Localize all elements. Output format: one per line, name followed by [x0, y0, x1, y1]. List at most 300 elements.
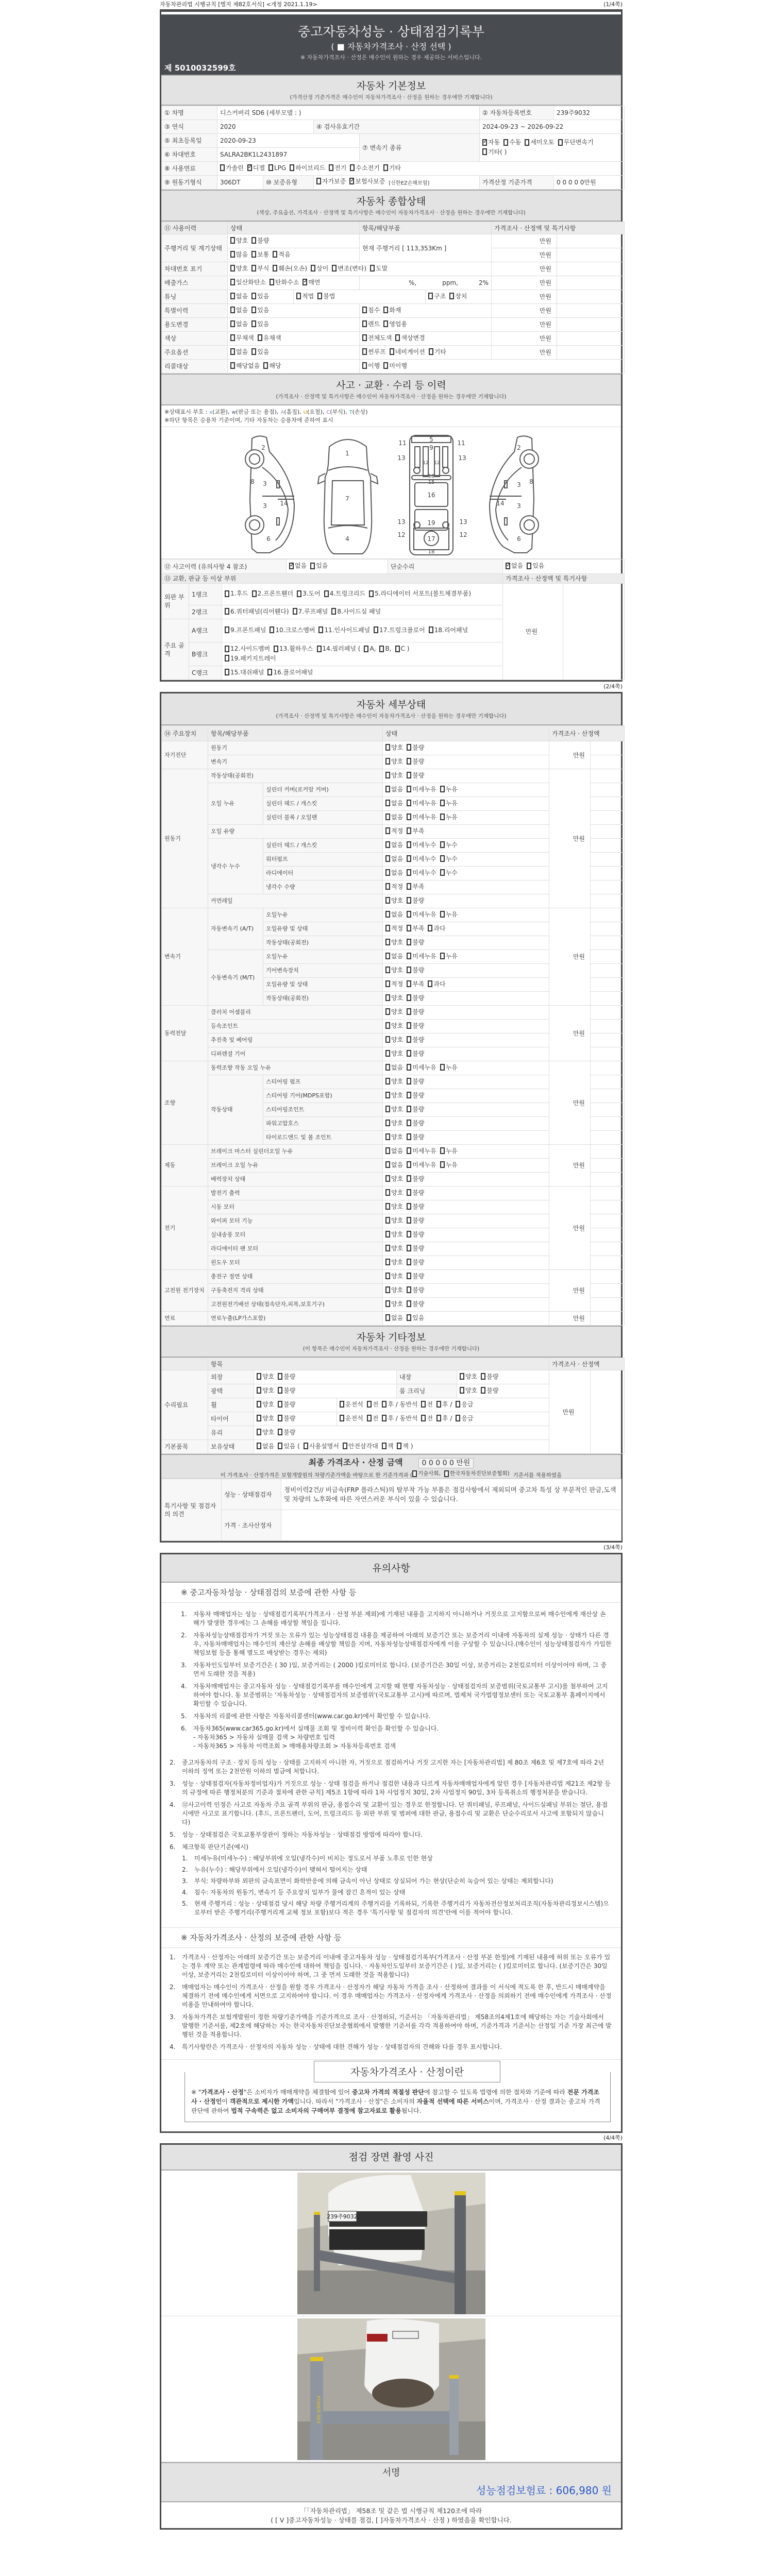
- checkbox-icon[interactable]: [382, 1415, 386, 1421]
- checkbox-option[interactable]: [460, 1386, 477, 1395]
- checkbox-option[interactable]: [251, 236, 269, 245]
- checkbox-option[interactable]: [257, 1442, 274, 1450]
- checkbox-icon[interactable]: [258, 334, 262, 341]
- checkbox-option[interactable]: [429, 626, 468, 634]
- checkbox-icon[interactable]: [385, 744, 390, 751]
- checkbox-icon[interactable]: [385, 758, 390, 765]
- checkbox-icon[interactable]: [385, 772, 390, 778]
- checkbox-icon[interactable]: [440, 855, 445, 862]
- checkbox-option[interactable]: [385, 1022, 403, 1030]
- checkbox-icon[interactable]: [382, 1401, 386, 1408]
- checkbox-icon[interactable]: [385, 786, 390, 792]
- checkbox-icon[interactable]: [278, 1415, 282, 1421]
- checkbox-icon[interactable]: [369, 590, 374, 597]
- checkbox-option[interactable]: [273, 264, 307, 273]
- checkbox-icon[interactable]: [296, 293, 301, 299]
- checkbox-option[interactable]: [407, 1300, 424, 1308]
- checkbox-option[interactable]: [385, 799, 403, 807]
- checkbox-icon[interactable]: [440, 841, 445, 848]
- checkbox-option[interactable]: [379, 645, 391, 653]
- checkbox-option[interactable]: [407, 910, 436, 919]
- checkbox-icon[interactable]: [251, 265, 256, 272]
- checkbox-icon[interactable]: [456, 1401, 460, 1408]
- checkbox-option[interactable]: [527, 562, 544, 570]
- checkbox-icon[interactable]: [252, 590, 257, 597]
- checkbox-option[interactable]: [278, 1414, 295, 1422]
- checkbox-icon[interactable]: [230, 362, 235, 369]
- checkbox-icon[interactable]: [340, 1401, 344, 1408]
- checkbox-option[interactable]: [407, 841, 436, 849]
- checkbox-icon[interactable]: [230, 348, 235, 355]
- checked-box-icon[interactable]: [303, 279, 307, 285]
- checkbox-icon[interactable]: [290, 164, 294, 171]
- checkbox-option[interactable]: [385, 1105, 403, 1113]
- checkbox-icon[interactable]: [395, 334, 400, 341]
- checkbox-icon[interactable]: [407, 1273, 411, 1279]
- checkbox-option[interactable]: [230, 348, 248, 356]
- checkbox-icon[interactable]: [324, 590, 329, 597]
- checkbox-option[interactable]: [482, 148, 507, 156]
- checkbox-icon[interactable]: [385, 1036, 390, 1043]
- checkbox-icon[interactable]: [310, 563, 315, 569]
- checkbox-option[interactable]: [225, 645, 270, 653]
- checkbox-icon[interactable]: [268, 164, 273, 171]
- checkbox-icon[interactable]: [385, 1175, 390, 1182]
- checkbox-icon[interactable]: [407, 1064, 411, 1071]
- checkbox-option[interactable]: [225, 654, 276, 663]
- checkbox-option[interactable]: [407, 1216, 424, 1225]
- checkbox-icon[interactable]: [385, 897, 390, 904]
- checkbox-option[interactable]: [385, 994, 403, 1002]
- checkbox-icon[interactable]: [390, 348, 394, 355]
- checkbox-option[interactable]: [456, 1414, 473, 1422]
- checked-box-icon[interactable]: [482, 139, 487, 146]
- checkbox-option[interactable]: [407, 1049, 424, 1058]
- checkbox-option[interactable]: [257, 1386, 274, 1395]
- checkbox-option[interactable]: [428, 292, 446, 300]
- checkbox-option[interactable]: [436, 1400, 452, 1409]
- checkbox-icon[interactable]: [385, 1106, 390, 1112]
- checkbox-icon[interactable]: [440, 911, 445, 918]
- checkbox-icon[interactable]: [385, 883, 390, 890]
- checkbox-icon[interactable]: [436, 1401, 441, 1408]
- checkbox-icon[interactable]: [407, 1175, 411, 1182]
- checkbox-icon[interactable]: [362, 320, 367, 327]
- checkbox-option[interactable]: [230, 306, 248, 314]
- checkbox-option[interactable]: [407, 1036, 424, 1044]
- checkbox-option[interactable]: [385, 1202, 403, 1211]
- checkbox-option[interactable]: [257, 1372, 274, 1381]
- checkbox-option[interactable]: [225, 626, 266, 634]
- checkbox-option[interactable]: [407, 1008, 424, 1016]
- checkbox-option[interactable]: [407, 1272, 424, 1280]
- checkbox-icon[interactable]: [407, 994, 411, 1001]
- checkbox-option[interactable]: [503, 138, 521, 146]
- checkbox-icon[interactable]: [407, 744, 411, 751]
- checkbox-option[interactable]: [385, 1161, 403, 1169]
- checkbox-option[interactable]: [407, 1077, 424, 1086]
- checkbox-icon[interactable]: [407, 814, 411, 820]
- checkbox-option[interactable]: [350, 164, 379, 172]
- checkbox-option[interactable]: [311, 264, 328, 273]
- checkbox-option[interactable]: [482, 138, 500, 146]
- checkbox-icon[interactable]: [270, 626, 274, 633]
- checkbox-icon[interactable]: [304, 1443, 308, 1449]
- checkbox-option[interactable]: [385, 785, 403, 793]
- checkbox-option[interactable]: [407, 952, 436, 960]
- checkbox-icon[interactable]: [397, 1443, 401, 1449]
- checkbox-option[interactable]: [421, 1414, 433, 1422]
- checkbox-option[interactable]: [385, 1216, 403, 1225]
- checkbox-option[interactable]: [407, 896, 424, 905]
- checkbox-option[interactable]: [385, 896, 403, 905]
- checkbox-icon[interactable]: [407, 772, 411, 778]
- checkbox-option[interactable]: [506, 562, 523, 570]
- checkbox-icon[interactable]: [379, 646, 384, 652]
- checkbox-icon[interactable]: [407, 1245, 411, 1251]
- checkbox-icon[interactable]: [407, 786, 411, 792]
- checkbox-option[interactable]: [407, 1286, 424, 1294]
- checkbox-option[interactable]: [273, 250, 290, 259]
- checkbox-icon[interactable]: [385, 1008, 390, 1015]
- checkbox-icon[interactable]: [385, 967, 390, 973]
- checkbox-option[interactable]: [407, 883, 424, 891]
- checkbox-icon[interactable]: [385, 855, 390, 862]
- checkbox-icon[interactable]: [364, 646, 368, 652]
- checkbox-icon[interactable]: [251, 348, 256, 355]
- checkbox-option[interactable]: [362, 348, 386, 356]
- checkbox-icon[interactable]: [407, 800, 411, 806]
- checkbox-icon[interactable]: [503, 139, 508, 146]
- checkbox-icon[interactable]: [421, 1415, 426, 1421]
- checkbox-option[interactable]: [525, 138, 554, 146]
- checkbox-icon[interactable]: [220, 164, 225, 171]
- checkbox-option[interactable]: [449, 292, 467, 300]
- checkbox-icon[interactable]: [407, 1147, 411, 1154]
- checkbox-option[interactable]: [367, 1400, 379, 1409]
- checkbox-option[interactable]: [304, 1442, 339, 1450]
- checkbox-icon[interactable]: [407, 1078, 411, 1084]
- checkbox-icon[interactable]: [278, 1401, 282, 1408]
- checkbox-option[interactable]: [397, 1442, 413, 1450]
- checkbox-option[interactable]: [383, 306, 401, 314]
- checkbox-option[interactable]: [385, 1175, 403, 1183]
- checkbox-option[interactable]: [383, 362, 407, 370]
- checkbox-option[interactable]: [349, 177, 385, 185]
- checkbox-icon[interactable]: [263, 362, 268, 369]
- checkbox-option[interactable]: [270, 626, 315, 634]
- checkbox-icon[interactable]: [350, 164, 355, 171]
- checkbox-option[interactable]: [385, 1091, 403, 1099]
- checkbox-option[interactable]: [317, 292, 335, 300]
- checkbox-icon[interactable]: [407, 1300, 411, 1307]
- checkbox-icon[interactable]: [329, 164, 333, 171]
- checkbox-option[interactable]: [385, 841, 403, 849]
- checkbox-option[interactable]: [440, 813, 458, 821]
- checkbox-option[interactable]: [385, 827, 403, 835]
- checkbox-option[interactable]: [385, 924, 403, 933]
- checkbox-option[interactable]: [385, 980, 403, 988]
- checkbox-option[interactable]: [263, 362, 281, 370]
- checkbox-option[interactable]: [407, 771, 424, 779]
- checkbox-option[interactable]: [407, 799, 436, 807]
- checkbox-option[interactable]: [251, 264, 269, 273]
- checkbox-icon[interactable]: [230, 265, 235, 272]
- checkbox-option[interactable]: [407, 938, 424, 946]
- checkbox-option[interactable]: [385, 1133, 403, 1141]
- checkbox-option[interactable]: [340, 1414, 363, 1422]
- checkbox-option[interactable]: [407, 1175, 424, 1183]
- checkbox-option[interactable]: [370, 264, 388, 273]
- checkbox-icon[interactable]: [407, 967, 411, 973]
- checkbox-icon[interactable]: [440, 1161, 445, 1168]
- checkbox-option[interactable]: [251, 306, 269, 314]
- checkbox-icon[interactable]: [440, 800, 445, 806]
- checkbox-option[interactable]: [407, 1133, 424, 1141]
- checkbox-option[interactable]: [385, 813, 403, 821]
- checkbox-icon[interactable]: [407, 980, 411, 987]
- checkbox-option[interactable]: [440, 841, 458, 849]
- checkbox-option[interactable]: [317, 645, 361, 653]
- checkbox-icon[interactable]: [385, 1273, 390, 1279]
- checkbox-option[interactable]: [385, 1008, 403, 1016]
- checkbox-option[interactable]: [297, 589, 321, 598]
- checkbox-icon[interactable]: [251, 251, 256, 258]
- checkbox-option[interactable]: [407, 966, 424, 974]
- checkbox-icon[interactable]: [382, 1443, 386, 1449]
- checkbox-option[interactable]: [329, 164, 346, 172]
- checkbox-option[interactable]: [257, 1428, 274, 1436]
- checkbox-icon[interactable]: [385, 939, 390, 945]
- checkbox-option[interactable]: [230, 278, 266, 286]
- checkbox-option[interactable]: [407, 743, 424, 752]
- checkbox-option[interactable]: [278, 1400, 295, 1409]
- checkbox-option[interactable]: [293, 607, 328, 616]
- checkbox-option[interactable]: [220, 164, 244, 172]
- checkbox-option[interactable]: [440, 1063, 458, 1072]
- checkbox-icon[interactable]: [374, 626, 378, 633]
- checkbox-icon[interactable]: [460, 1387, 464, 1394]
- checkbox-icon[interactable]: [481, 1387, 485, 1394]
- checkbox-icon[interactable]: [257, 1387, 261, 1394]
- checkbox-icon[interactable]: [407, 1259, 411, 1265]
- checkbox-option[interactable]: [428, 980, 445, 988]
- checkbox-option[interactable]: [440, 869, 458, 877]
- checkbox-option[interactable]: [385, 1230, 403, 1239]
- checkbox-icon[interactable]: [440, 869, 445, 876]
- checkbox-icon[interactable]: [367, 1415, 372, 1421]
- checkbox-option[interactable]: [258, 334, 281, 342]
- checkbox-option[interactable]: [385, 855, 403, 863]
- checkbox-option[interactable]: [257, 1414, 274, 1422]
- checkbox-option[interactable]: [251, 292, 269, 300]
- checkbox-icon[interactable]: [407, 1036, 411, 1043]
- checkbox-icon[interactable]: [385, 994, 390, 1001]
- checkbox-option[interactable]: [395, 334, 425, 342]
- checkbox-icon[interactable]: [385, 1120, 390, 1126]
- checkbox-icon[interactable]: [225, 590, 229, 597]
- checkbox-option[interactable]: [362, 320, 380, 328]
- checkbox-option[interactable]: [407, 1063, 436, 1072]
- checkbox-icon[interactable]: [251, 307, 256, 313]
- checkbox-option[interactable]: [340, 1400, 363, 1409]
- checkbox-icon[interactable]: [428, 925, 432, 931]
- checkbox-icon[interactable]: [429, 626, 433, 633]
- checkbox-option[interactable]: [407, 1202, 424, 1211]
- checkbox-option[interactable]: [407, 1105, 424, 1113]
- checkbox-option[interactable]: [230, 334, 254, 342]
- checkbox-option[interactable]: [385, 1189, 403, 1197]
- checkbox-option[interactable]: [428, 924, 445, 933]
- checkbox-option[interactable]: [362, 362, 380, 370]
- checkbox-icon[interactable]: [385, 1133, 390, 1140]
- checkbox-icon[interactable]: [407, 911, 411, 918]
- checkbox-option[interactable]: [385, 1036, 403, 1044]
- checkbox-option[interactable]: [407, 785, 436, 793]
- checkbox-icon[interactable]: [340, 1415, 344, 1421]
- checkbox-option[interactable]: [412, 1469, 441, 1478]
- checkbox-icon[interactable]: [407, 939, 411, 945]
- checkbox-option[interactable]: [385, 1119, 403, 1127]
- checkbox-icon[interactable]: [407, 953, 411, 959]
- checkbox-option[interactable]: [374, 626, 425, 634]
- checkbox-icon[interactable]: [407, 883, 411, 890]
- checkbox-option[interactable]: [362, 334, 392, 342]
- checkbox-option[interactable]: [385, 1286, 403, 1294]
- checkbox-option[interactable]: [385, 1063, 403, 1072]
- checkbox-option[interactable]: [407, 869, 436, 877]
- checkbox-option[interactable]: [382, 1414, 417, 1422]
- checkbox-option[interactable]: [385, 966, 403, 974]
- checkbox-option[interactable]: [318, 626, 370, 634]
- checkbox-icon[interactable]: [225, 626, 229, 633]
- checkbox-icon[interactable]: [383, 320, 388, 327]
- checkbox-icon[interactable]: [317, 293, 322, 299]
- checkbox-option[interactable]: [481, 1386, 498, 1395]
- checkbox-option[interactable]: [440, 952, 458, 960]
- checkbox-icon[interactable]: [385, 1078, 390, 1084]
- checkbox-option[interactable]: [440, 1161, 458, 1169]
- checkbox-icon[interactable]: [440, 1064, 445, 1071]
- checkbox-icon[interactable]: [385, 800, 390, 806]
- checkbox-icon[interactable]: [385, 1092, 390, 1098]
- checkbox-option[interactable]: [367, 1414, 379, 1422]
- checkbox-icon[interactable]: [267, 669, 272, 675]
- checkbox-icon[interactable]: [317, 646, 322, 652]
- checkbox-icon[interactable]: [385, 1259, 390, 1265]
- checkbox-option[interactable]: [343, 1442, 378, 1450]
- checkbox-icon[interactable]: [343, 1443, 347, 1449]
- checked-box-icon[interactable]: [506, 563, 510, 569]
- checkbox-option[interactable]: [407, 980, 424, 988]
- checkbox-icon[interactable]: [407, 1008, 411, 1015]
- checkbox-option[interactable]: [385, 743, 403, 752]
- checkbox-icon[interactable]: [440, 786, 445, 792]
- checkbox-option[interactable]: [385, 1049, 403, 1058]
- checkbox-icon[interactable]: [527, 563, 531, 569]
- checkbox-option[interactable]: [385, 1077, 403, 1086]
- checkbox-option[interactable]: [278, 1442, 300, 1450]
- checkbox-option[interactable]: [385, 1314, 403, 1322]
- checkbox-icon[interactable]: [385, 1245, 390, 1251]
- checkbox-icon[interactable]: [385, 869, 390, 876]
- checkbox-icon[interactable]: [278, 1387, 282, 1394]
- checkbox-option[interactable]: [407, 924, 424, 933]
- checkbox-icon[interactable]: [385, 911, 390, 918]
- checkbox-option[interactable]: [456, 1400, 473, 1409]
- checkbox-icon[interactable]: [412, 1470, 417, 1477]
- checkbox-icon[interactable]: [421, 1401, 426, 1408]
- checkbox-option[interactable]: [481, 1372, 498, 1381]
- checkbox-icon[interactable]: [407, 1022, 411, 1029]
- checkbox-icon[interactable]: [230, 251, 235, 258]
- checked-box-icon[interactable]: [289, 563, 294, 569]
- checkbox-icon[interactable]: [383, 164, 388, 171]
- checkbox-icon[interactable]: [385, 980, 390, 987]
- checkbox-icon[interactable]: [407, 897, 411, 904]
- checkbox-icon[interactable]: [362, 348, 367, 355]
- checkbox-option[interactable]: [251, 250, 269, 259]
- checkbox-option[interactable]: [385, 883, 403, 891]
- checkbox-option[interactable]: [383, 320, 407, 328]
- checkbox-icon[interactable]: [429, 348, 433, 355]
- checkbox-icon[interactable]: [297, 590, 301, 597]
- checkbox-option[interactable]: [274, 645, 313, 653]
- checkbox-option[interactable]: [230, 236, 248, 245]
- checkbox-icon[interactable]: [362, 334, 367, 341]
- checkbox-option[interactable]: [407, 827, 424, 835]
- checkbox-option[interactable]: [324, 589, 365, 598]
- checkbox-icon[interactable]: [230, 320, 235, 327]
- checkbox-option[interactable]: [558, 138, 594, 146]
- checkbox-option[interactable]: [444, 1469, 510, 1478]
- checkbox-icon[interactable]: [385, 1314, 390, 1321]
- checkbox-option[interactable]: [390, 348, 425, 356]
- checkbox-icon[interactable]: [257, 1373, 261, 1380]
- checkbox-icon[interactable]: [385, 1147, 390, 1154]
- checkbox-option[interactable]: [303, 278, 320, 286]
- checkbox-option[interactable]: [407, 1161, 436, 1169]
- checkbox-option[interactable]: [421, 1400, 433, 1409]
- checkbox-icon[interactable]: [407, 1286, 411, 1293]
- checkbox-icon[interactable]: [331, 608, 336, 615]
- checkbox-icon[interactable]: [385, 1231, 390, 1238]
- checkbox-option[interactable]: [225, 589, 248, 598]
- checkbox-option[interactable]: [230, 320, 248, 328]
- checkbox-icon[interactable]: [293, 608, 297, 615]
- checkbox-icon[interactable]: [230, 279, 235, 285]
- checkbox-option[interactable]: [407, 855, 436, 863]
- checkbox-option[interactable]: [290, 164, 325, 172]
- checkbox-icon[interactable]: [225, 669, 229, 675]
- checkbox-option[interactable]: [251, 320, 269, 328]
- checkbox-option[interactable]: [440, 855, 458, 863]
- checkbox-icon[interactable]: [481, 1373, 485, 1380]
- checkbox-icon[interactable]: [456, 1415, 460, 1421]
- checkbox-option[interactable]: [230, 250, 248, 259]
- checkbox-icon[interactable]: [407, 827, 411, 834]
- checkbox-icon[interactable]: [385, 1189, 390, 1196]
- checkbox-icon[interactable]: [278, 1373, 282, 1380]
- checkbox-option[interactable]: [440, 910, 458, 919]
- checkbox-icon[interactable]: [362, 307, 367, 313]
- checkbox-icon[interactable]: [385, 827, 390, 834]
- checkbox-icon[interactable]: [311, 265, 315, 272]
- checkbox-option[interactable]: [251, 348, 269, 356]
- checkbox-icon[interactable]: [407, 1231, 411, 1238]
- checkbox-option[interactable]: [385, 1244, 403, 1252]
- checkbox-icon[interactable]: [225, 655, 229, 662]
